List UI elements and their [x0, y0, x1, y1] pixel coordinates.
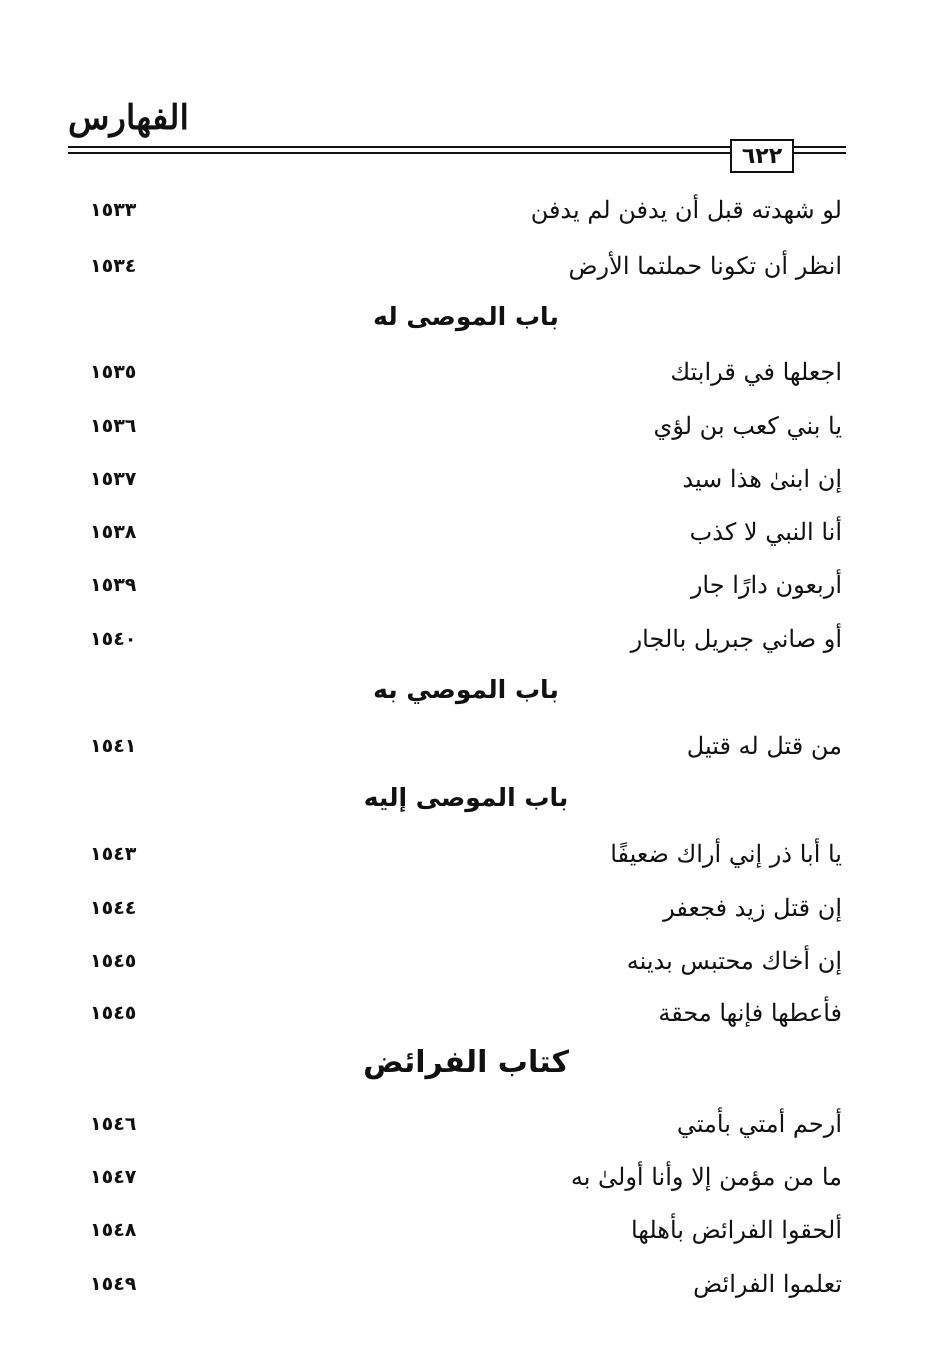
entry-text: فأعطها فإنها محقة	[658, 999, 842, 1027]
entry-number: ١٥٤٣	[90, 843, 137, 865]
index-row	[90, 512, 842, 552]
entry-text: يا بني كعب بن لؤي	[653, 412, 842, 440]
index-row	[90, 246, 842, 286]
page-number: ٦٢٢	[741, 143, 783, 169]
entry-number: ١٥٤٨	[90, 1219, 137, 1241]
entry-number: ١٥٣٣	[90, 199, 137, 221]
index-row	[90, 888, 842, 928]
entry-text: تعلموا الفرائض	[693, 1270, 842, 1298]
entry-text: إن ابنىٰ هذا سيد	[682, 465, 842, 493]
entry-text: من قتل له قتيل	[686, 732, 842, 760]
entry-number: ١٥٣٧	[90, 468, 137, 490]
section-heading: باب الموصى إليه	[363, 783, 569, 812]
entry-text: يا أبا ذر إني أراك ضعيفًا	[610, 840, 842, 868]
page-number-box	[730, 139, 794, 173]
index-row	[90, 1104, 842, 1144]
entry-number: ١٥٤٥	[90, 950, 137, 972]
entry-number: ١٥٤٠	[90, 628, 137, 650]
entry-number: ١٥٣٦	[90, 415, 137, 437]
entry-number: ١٥٣٨	[90, 521, 137, 543]
entry-number: ١٥٤٦	[90, 1113, 137, 1135]
index-row	[90, 459, 842, 499]
section-heading: باب الموصى له	[373, 302, 559, 331]
entry-text: أنا النبي لا كذب	[689, 518, 842, 546]
entry-text: إن أخاك محتبس بدينه	[626, 947, 842, 975]
section-heading: باب الموصي به	[373, 675, 559, 704]
index-row	[90, 565, 842, 605]
entry-text: انظر أن تكونا حملتما الأرض	[568, 252, 842, 280]
entry-text: ألحقوا الفرائض بأهلها	[630, 1216, 842, 1244]
book-heading: كتاب الفرائض	[363, 1045, 569, 1080]
index-row	[90, 726, 842, 766]
entry-number: ١٥٤٩	[90, 1273, 137, 1295]
index-row	[90, 190, 842, 230]
entry-text: أو صاني جبريل بالجار	[630, 625, 842, 653]
entry-text: لو شهدته قبل أن يدفن لم يدفن	[530, 196, 842, 224]
entry-number: ١٥٣٥	[90, 361, 137, 383]
index-row	[90, 352, 842, 392]
index-row	[90, 1210, 842, 1250]
entry-number: ١٥٤٥	[90, 1002, 137, 1024]
entry-number: ١٥٣٩	[90, 574, 137, 596]
index-row	[90, 834, 842, 874]
entry-number: ١٥٤٧	[90, 1166, 137, 1188]
entry-text: أربعون دارًا جار	[690, 571, 842, 599]
entry-text: أرحم أمتي بأمتي	[676, 1110, 842, 1138]
index-row	[90, 406, 842, 446]
index-row	[90, 619, 842, 659]
index-row	[90, 1157, 842, 1197]
entry-text: اجعلها في قرابتك	[670, 358, 842, 386]
index-row	[90, 1264, 842, 1304]
entry-text: ما من مؤمن إلا وأنا أولىٰ به	[570, 1163, 842, 1191]
index-row	[90, 941, 842, 981]
entry-number: ١٥٤١	[90, 735, 137, 757]
entry-number: ١٥٣٤	[90, 255, 137, 277]
entry-number: ١٥٤٤	[90, 897, 137, 919]
index-row	[90, 993, 842, 1033]
header-title: الفهارس	[68, 98, 189, 138]
entry-text: إن قتل زيد فجعفر	[663, 894, 842, 922]
